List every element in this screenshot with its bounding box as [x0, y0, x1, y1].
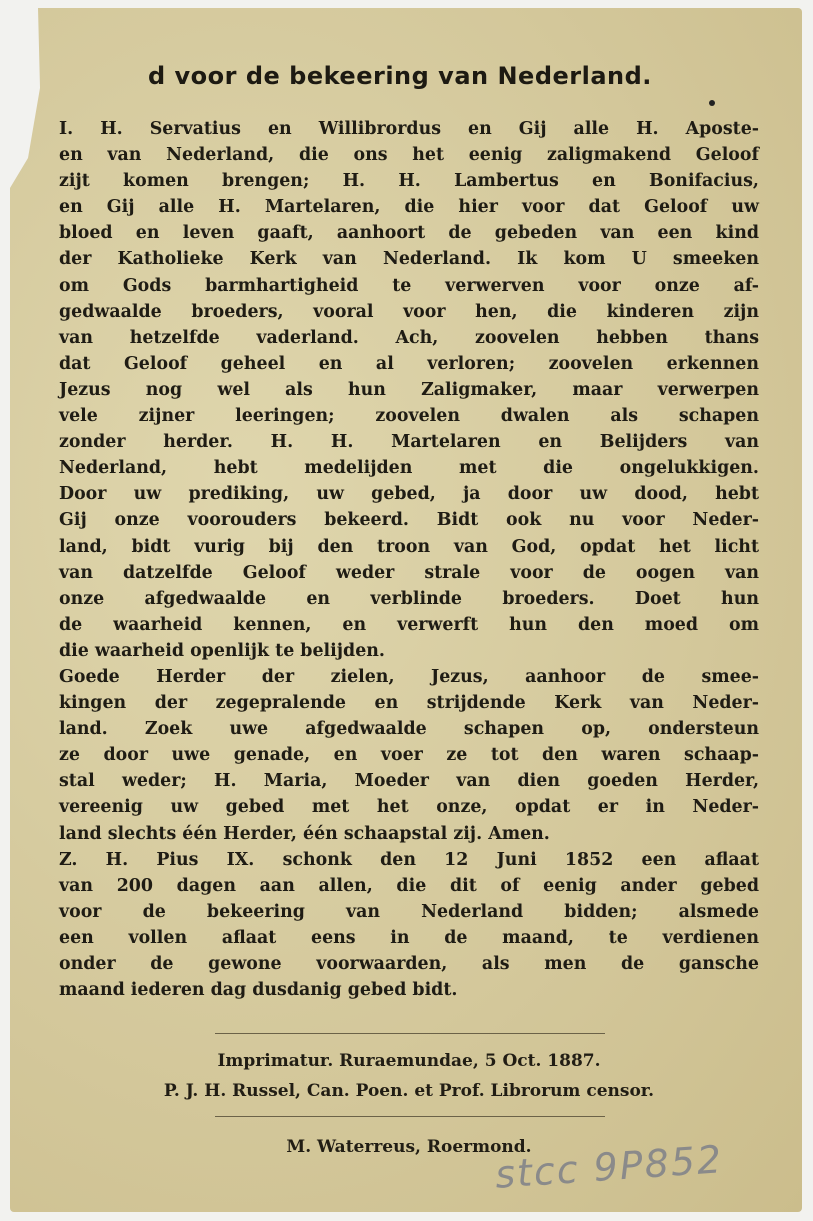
body-line: vele zijner leeringen; zoovelen dwalen als schapen	[59, 406, 759, 427]
handwritten-archive-number: stcc 9P852	[493, 1137, 725, 1197]
body-line: Gij onze voorouders bekeerd. Bidt ook nu voor Neder-	[59, 510, 759, 531]
body-line: onze afgedwaalde en verblinde broeders. Doet hun	[59, 588, 759, 609]
body-line: vereenig uw gebed met het onze, opdat er in Neder-	[59, 797, 759, 818]
body-line: van datzelfde Geloof weder strale voor de oogen van	[59, 562, 759, 583]
body-line: ze door uwe genade, en voer ze tot den waren schaap-	[59, 745, 759, 766]
body-line: en van Nederland, die ons het eenig zaligmakend Geloof	[59, 145, 759, 166]
body-line: om Gods barmhartigheid te verwerven voor onze af-	[59, 275, 759, 296]
body-line: van 200 dagen aan allen, die dit of eenig ander gebed	[59, 875, 759, 896]
body-line: voor de bekeering van Nederland bidden; alsmede	[59, 901, 759, 922]
body-line: onder de gewone voorwaarden, als men de gansche	[59, 954, 759, 974]
body-line: Z. H. Pius IX. schonk den 12 Juni 1852 een aflaat	[59, 849, 759, 870]
body-line: zonder herder. H. H. Martelaren en Belijders van	[59, 432, 759, 453]
body-line: van hetzelfde vaderland. Ach, zoovelen hebben thans	[59, 327, 759, 348]
body-line: der Katholieke Kerk van Nederland. Ik kom U smeeken	[59, 249, 759, 270]
body-line: Nederland, hebt medelijden met die ongelukkigen.	[59, 458, 759, 479]
body-line: dat Geloof geheel en al verloren; zoovelen erkennen	[59, 353, 759, 374]
body-line: stal weder; H. Maria, Moeder van dien goeden Herder,	[59, 771, 759, 792]
body-line: een vollen aflaat eens in de maand, te verdienen	[59, 927, 759, 948]
ink-dot	[709, 100, 715, 106]
body-line: maand iederen dag dusdanig gebed bidt.	[59, 980, 458, 1001]
footer	[59, 1046, 759, 1106]
printer-line: M. Waterreus, Roermond.	[286, 1137, 532, 1157]
body-line: land, bidt vurig bij den troon van God, opdat het licht	[59, 536, 759, 557]
body-line: I. H. Servatius en Willibrordus en Gij alle H. Aposte-	[59, 119, 759, 139]
body-line: die waarheid openlijk te belijden.	[59, 640, 385, 661]
body-line: de waarheid kennen, en verwerft hun den moed om	[59, 614, 759, 635]
prayer-heading: d voor de bekeering van Nederland.	[148, 62, 652, 90]
prayer-body	[59, 116, 759, 1003]
body-line: Jezus nog wel als hun Zaligmaker, maar verwerpen	[59, 379, 759, 400]
body-line: zijt komen brengen; H. H. Lambertus en Bonifacius,	[59, 171, 759, 192]
body-line: Door uw prediking, uw gebed, ja door uw dood, hebt	[59, 484, 759, 505]
imprimatur-line: Imprimatur. Ruraemundae, 5 Oct. 1887.	[217, 1051, 601, 1071]
censor-line: P. J. H. Russel, Can. Poen. et Prof. Librorum censor.	[163, 1081, 655, 1101]
body-line: land. Zoek uwe afgedwaalde schapen op, ondersteun	[59, 719, 759, 740]
divider-bottom	[215, 1116, 605, 1117]
divider-top	[215, 1033, 605, 1034]
body-line: Goede Herder der zielen, Jezus, aanhoor de smee-	[59, 666, 759, 687]
body-line: bloed en leven gaaft, aanhoort de gebeden van een kind	[59, 223, 759, 244]
body-line: land slechts één Herder, één schaapstal zij. Amen.	[59, 823, 550, 844]
body-line: en Gij alle H. Martelaren, die hier voor dat Geloof uw	[59, 197, 759, 218]
body-line: gedwaalde broeders, vooral voor hen, die kinderen zijn	[59, 301, 759, 322]
body-line: kingen der zegepralende en strijdende Kerk van Neder-	[59, 693, 759, 714]
